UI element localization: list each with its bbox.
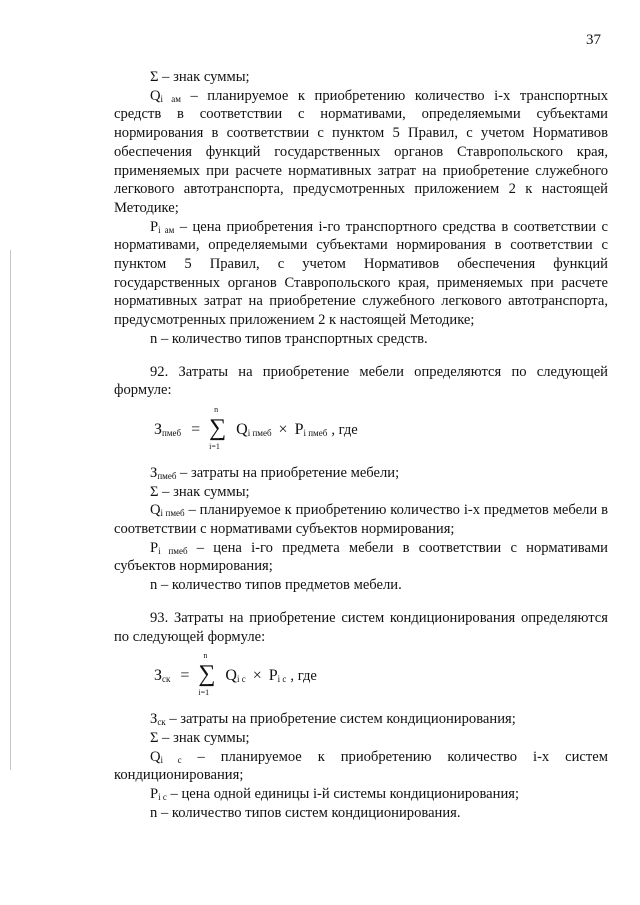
sigma-definition-93: Σ – знак суммы; [150, 729, 250, 746]
p-symbol: P [150, 218, 159, 235]
formula-p-term: $P_{i с}$ [268, 666, 287, 684]
formula-lhs: $З_{ск}$ [154, 666, 171, 684]
sigma-definition-92: Σ – знак суммы; [150, 483, 250, 500]
q-symbol: Q [150, 87, 161, 104]
section-92-heading: 92. Затраты на приобретение мебели определяются по следующей формуле: [114, 363, 608, 399]
formula-times: × [252, 666, 262, 684]
sum-lower-limit: i=1 [198, 688, 210, 698]
formula-air-conditioning [154, 652, 608, 704]
n-definition-92: n – количество типов предметов мебели. [150, 577, 402, 594]
sigma-definition [114, 68, 608, 87]
sum-upper-limit: n [203, 651, 208, 661]
formula-tail: , где [290, 667, 317, 684]
z-pmeb-definition: $З_{пмеб}$ – затраты на приобретение мебели; [150, 464, 400, 481]
formula-lhs: $З_{пмеб}$ [154, 420, 182, 438]
z-sk-definition: $З_{ск}$ – затраты на приобретение систем кондиционирования; [150, 711, 516, 728]
formula-furniture [154, 406, 608, 458]
q-am-definition [114, 87, 608, 218]
n-definition-93: n – количество типов систем кондиционирования. [150, 804, 461, 821]
n-definition [114, 330, 608, 349]
sum-upper-limit: n [214, 404, 219, 414]
sum-lower-limit: i=1 [209, 441, 220, 451]
sigma-definition-text: Σ – знак суммы; [150, 69, 250, 85]
q-am-text: – планируемое к приобретению количество i-х транспортных средств в соответствии с нормативами, определяемыми субъектами нормирования в соответствии с пунктом 5 Правил, с учетом Нормативов обеспечения функций государственных органов Ставропольского края, применяемых при расчете нормативных затрат на приобретение служебного легкового автотранспорта, предусмотренных приложением 2 к настоящей Методике; [114, 87, 608, 216]
section-93-heading: 93. Затраты на приобретение систем кондиционирования определяются по следующей формуле: [114, 609, 608, 645]
formula-times: × [278, 420, 288, 438]
sigma-symbol: ∑ [209, 414, 227, 441]
formula-equals: = [180, 666, 190, 684]
q-subscript: i ам [160, 93, 181, 104]
p-sk-definition: $P_{i с}$ – цена одной единицы i-й системы кондиционирования; [150, 786, 520, 803]
q-pmeb-definition: $Q_{i пмеб}$ – планируемое к приобретению количество i-х предметов мебели в соответствии с нормативами субъектов нормирования; [114, 502, 608, 538]
formula-tail: , где [331, 421, 358, 438]
summation-sign [208, 406, 228, 454]
formula-p-term: $P_{i пмеб}$ [294, 420, 328, 438]
p-am-text: – цена приобретения i-го транспортного средства в соответствии с нормативами, определяемыми субъектами нормирования в соответствии с пунктом 5 Правил, с учетом Нормативов обеспечения функций государственных органов Ставропольского края, применяемых при расчете нормативных затрат на приобретение служебного легкового автотранспорта, предусмотренных приложением 2 к настоящей Методике; [114, 218, 608, 329]
scan-margin-line [10, 250, 11, 770]
n-definition-text: n – количество типов транспортных средств. [150, 330, 428, 347]
formula-q-term: $Q_{i пмеб}$ [236, 420, 272, 438]
formula-q-term: $Q_{i с}$ [225, 666, 246, 684]
sigma-symbol: ∑ [198, 661, 216, 688]
page-number: 37 [586, 32, 601, 48]
formula-equals: = [191, 420, 201, 438]
p-am-definition [114, 218, 608, 330]
document-body [114, 68, 608, 823]
p-subscript: i ам [158, 224, 175, 235]
p-pmeb-definition: $P_{i пмеб}$ – цена i-го предмета мебели в соответствии с нормативами субъектов нормирования; [114, 539, 608, 575]
q-sk-definition: $Q_{i с}$ – планируемое к приобретению количество i-х систем кондиционирования; [114, 748, 608, 784]
summation-sign [197, 652, 217, 700]
